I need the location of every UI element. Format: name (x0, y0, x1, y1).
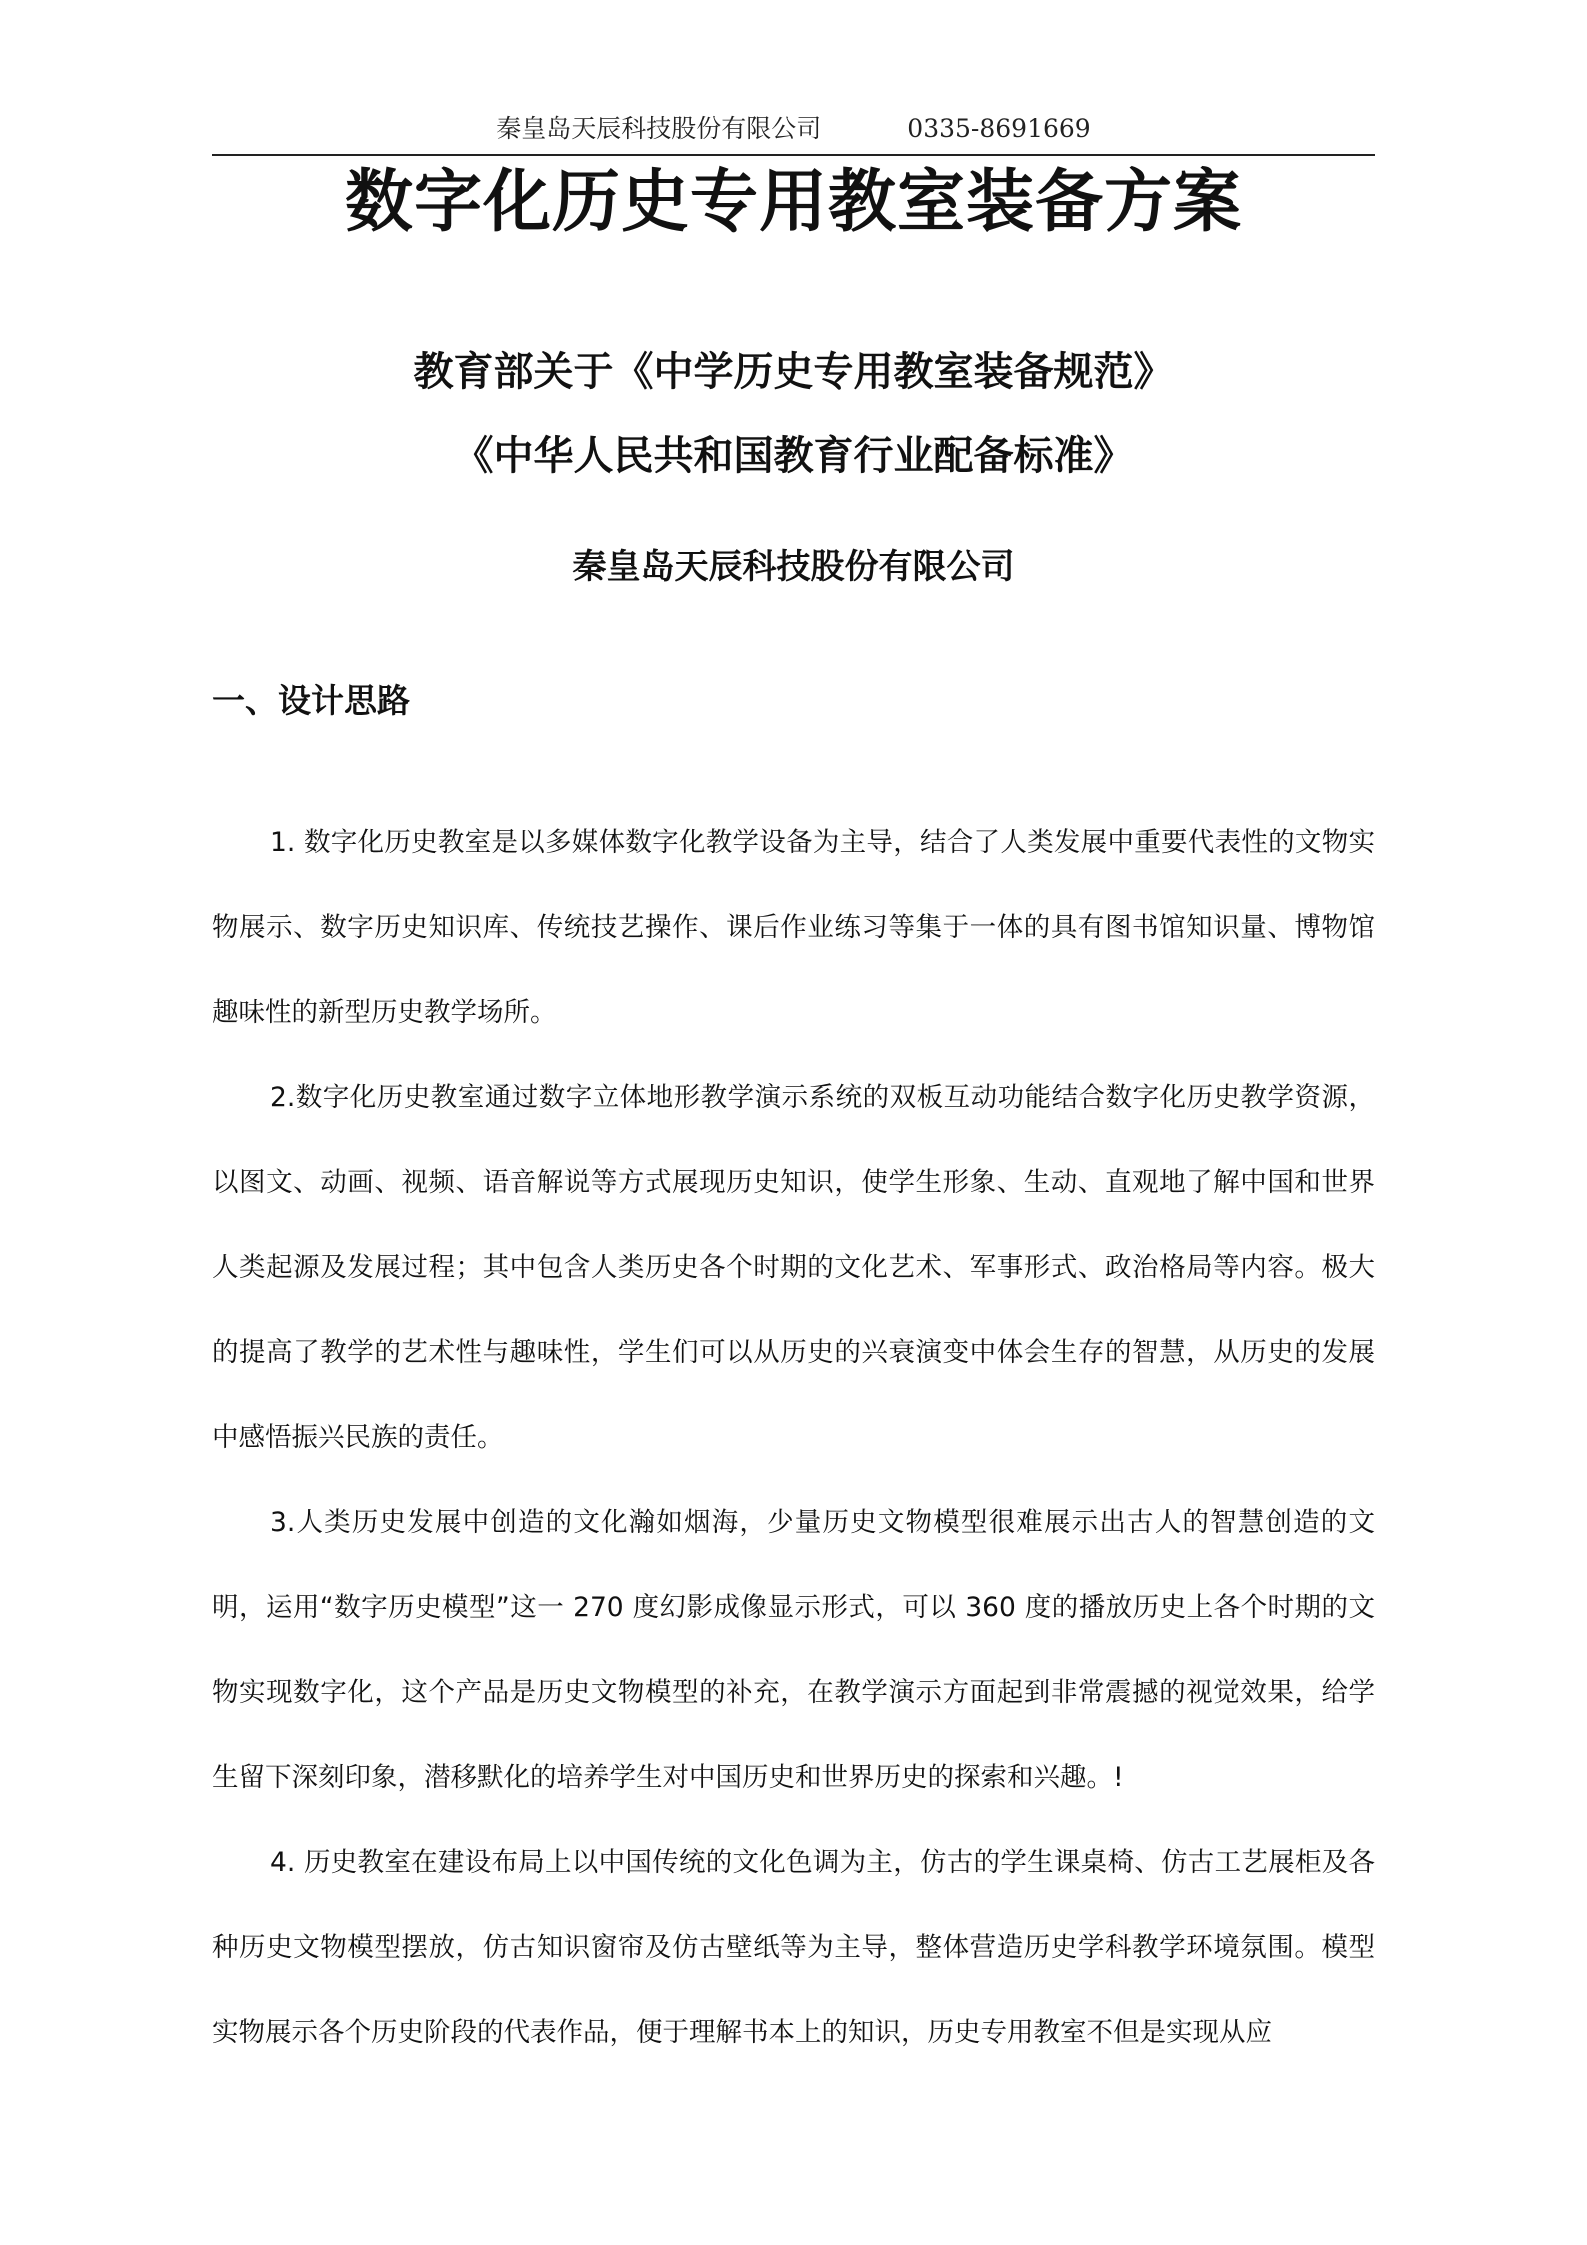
body-text (212, 800, 1375, 2075)
paragraph-3: 3.人类历史发展中创造的文化瀚如烟海，少量历史文物模型很难展示出古人的智慧创造的文明，运用“数字历史模型”这一 270 度幻影成像显示形式，可以 360 度的播放历史上各个时期的文物实现数字化，这个产品是历史文物模型的补充，在教学演示方面起到非常震撼的视觉效果，给学生留下深刻印象，潜移默化的培养学生对中国历史和世界历史的探索和兴趣。! (212, 1507, 1375, 1793)
paragraph-1: 1. 数字化历史教室是以多媒体数字化教学设备为主导，结合了人类发展中重要代表性的文物实物展示、数字历史知识库、传统技艺操作、课后作业练习等集于一体的具有图书馆知识量、博物馆趣味性的新型历史教学场所。 (212, 827, 1375, 1028)
header-company: 秦皇岛天辰科技股份有限公司 (496, 114, 822, 143)
subtitle-line-1: 教育部关于《中学历史专用教室装备规范》 (413, 349, 1174, 395)
section-heading: 一、设计思路 (212, 681, 410, 720)
paragraph-2: 2.数字化历史教室通过数字立体地形教学演示系统的双板互动功能结合数字化历史教学资源，以图文、动画、视频、语音解说等方式展现历史知识，使学生形象、生动、直观地了解中国和世界人类起源及发展过程；其中包含人类历史各个时期的文化艺术、军事形式、政治格局等内容。极大的提高了教学的艺术性与趣味性，学生们可以从历史的兴衰演变中体会生存的智慧，从历史的发展中感悟振兴民族的责任。 (212, 1082, 1375, 1453)
page-header (212, 110, 1375, 156)
paragraph-4: 4. 历史教室在建设布局上以中国传统的文化色调为主，仿古的学生课桌椅、仿古工艺展柜及各种历史文物模型摆放，仿古知识窗帘及仿古壁纸等为主导，整体营造历史学科教学环境氛围。模型实物展示各个历史阶段的代表作品，便于理解书本上的知识，历史专用教室不但是实现从应 (212, 1847, 1375, 2048)
company-name: 秦皇岛天辰科技股份有限公司 (572, 547, 1015, 587)
subtitle-line-2: 《中华人民共和国教育行业配备标准》 (453, 433, 1134, 479)
header-phone: 0335-8691669 (907, 114, 1091, 143)
document-title: 数字化历史专用教室装备方案 (344, 163, 1242, 242)
